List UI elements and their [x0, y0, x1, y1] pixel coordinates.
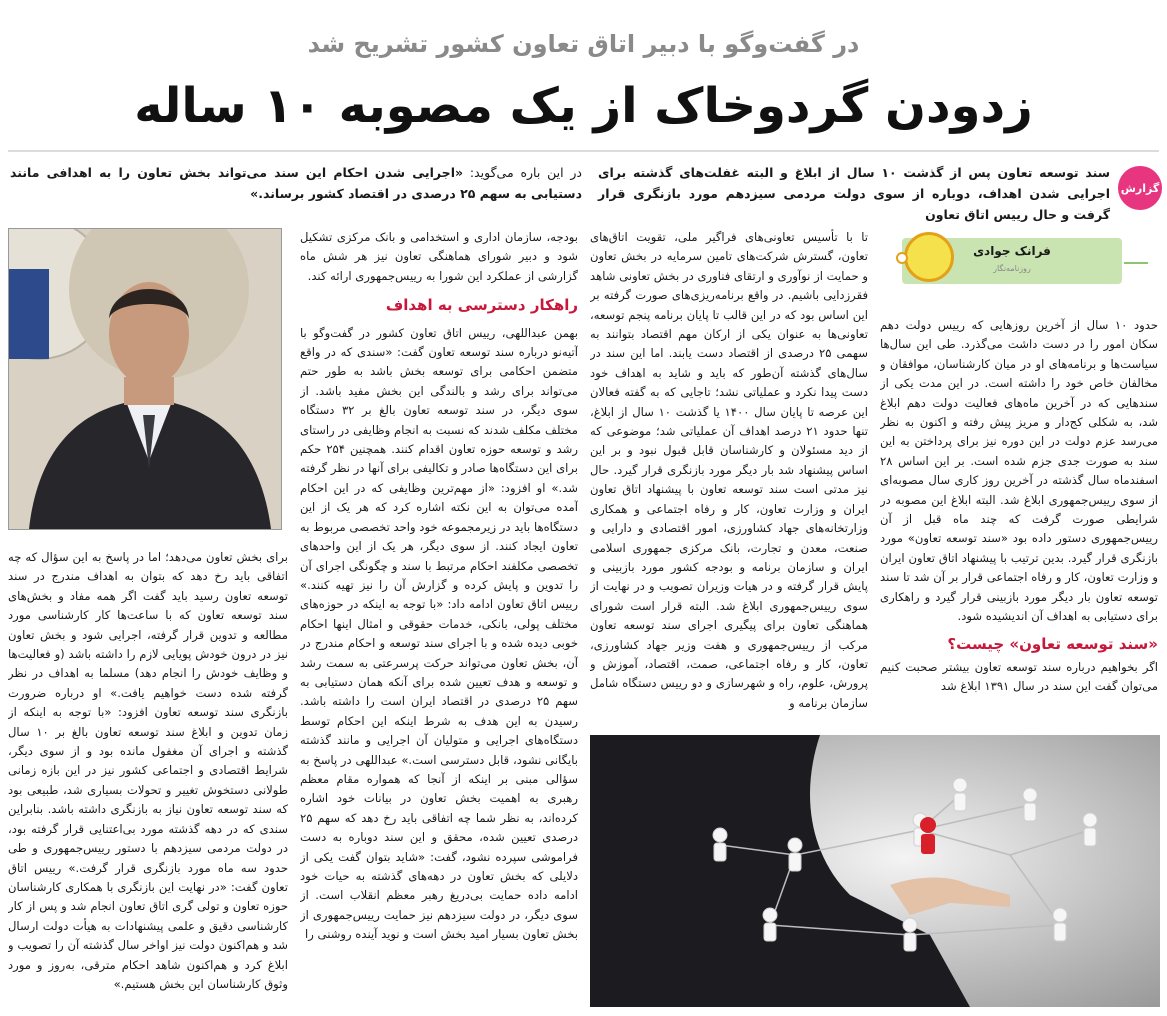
report-badge: گزارش	[1118, 166, 1162, 210]
column-3	[300, 228, 578, 1003]
section-heading-solutions: راهکار دسترسی به اهداف	[385, 296, 578, 315]
column-1-paragraph-2: اگر بخواهیم درباره سند توسعه تعاون بیشتر صحبت کنیم می‌توان گفت این سند در سال ۱۳۹۱ ابلاغ شد	[880, 659, 1158, 694]
kicker: در گفت‌وگو با دبیر اتاق تعاون کشور تشریح شد	[307, 30, 860, 58]
lead-paragraph: سند توسعه تعاون پس از گذشت ۱۰ سال از ابلاغ و البته غفلت‌های گذشته برای اجرایی شدن اهداف، دوباره از سوی دولت مردمی سیزدهم مورد بازنگری قرار گرفت و حال رییس اتاق تعاون	[598, 165, 1110, 222]
pull-quote	[10, 162, 582, 204]
network-illustration	[590, 735, 1160, 1007]
column-4	[8, 548, 288, 994]
section-heading-what-is: «سند توسعه تعاون» چیست؟	[947, 634, 1158, 653]
column-2-paragraph: تا با تأسیس تعاونی‌های فراگیر ملی، تقویت اتاق‌های تعاون، گسترش شرکت‌های تامین سرمایه در بخش تعاون و حمایت از نوآوری و ارتقای فناوری در بخش تعاونی شاهد فقرزدایی باشیم. در واقع برنامه‌ریزی‌های صورت گرفته بر این اساس بود که در این قالب تا پایان برنامه پنجم توسعه، تعاونی‌ها به عنوان یکی از ارکان مهم اقتصاد بتوانند به سهمی ۲۵ درصدی از اقتصاد دست یابند. اما این سند در سال‌های گذشته آن‌طور که باید و شاید به اهداف خود دست پیدا نکرد و عملیاتی نشد؛ تاجایی که به گفته فعالان این عرصه تا پایان سال ۱۴۰۰ یا گذشت ۱۰ سال از ابلاغ، تنها حدود ۲۱ درصد اهداف آن عملیاتی شد؛ موضوعی که از دید مسئولان و کارشناسان قابل قبول نبود و بر این اساس پیشنهاد شد بار دیگر مورد بازنگری قرار گیرد. حال نیز مدتی است سند توسعه تعاون با پیشنهاد اتاق تعاون ایران و وزارت تعاون، کار و رفاه اجتماعی و همکاری وزارتخانه‌های جهاد کشاورزی، امور اقتصادی و دارایی و صنعت، معدن و تجارت، بانک مرکزی جمهوری اسلامی ایران و سازمان برنامه و بودجه کشور مورد بازبینی و پایش قرار گرفته و در هیات وزیران تصویب و در نهایت از سوی رییس‌جمهوری ابلاغ شد. البته قرار است شورای هماهنگی تعاون برای پیگیری اجرای سند توسعه تعاون مرکب از رییس‌جمهوری و هفت وزیر جهاد کشاورزی، تعاون، کار و رفاه اجتماعی، صمت، اقتصاد، آموزش و پرورش، علوم، راه و شهرسازی و دو رییس دستگاه شامل سازمان برنامه و	[590, 230, 868, 710]
column-3-paragraph: بودجه، سازمان اداری و استخدامی و بانک مرکزی تشکیل شود و دبیر شورای هماهنگی تعاون نیز هر شش ماه گزارشی از عملکرد این شورا به رییس‌جمهوری ارائه کند.	[300, 230, 578, 283]
author-role: روزنامه‌نگار	[993, 264, 1031, 273]
column-4-paragraph: برای بخش تعاون می‌دهد؛ اما در پاسخ به این سؤال که چه اتفاقی باید رخ دهد که بتوان به اهداف مندرج در سند توسعه تعاون رسید باید گفت اگر همه مفاد و بخش‌های سند توسعه تعاون که با ساعت‌ها کار کارشناسی مورد مطالعه و تدوین قرار گرفته، اجرایی شود و بخش تعاون نیز در درون خودش پویایی لازم را داشته باشد (و فعالیت‌ها و وظایف خودش را انجام دهد) مسلما به اهداف در نظر گرفته شده دست خواهیم یافت.» او درباره ضرورت بازنگری سند توسعه تعاون افزود: «با توجه به اینکه از زمان تدوین و ابلاغ سند توسعه تعاون بالغ بر ۱۰ سال گذشته و اجرای آن مغفول مانده بود و از سوی دیگر، شرایط اقتصادی و اجتماعی کشور نیز در این بازه زمانی طولانی دستخوش تغییر و تحولات بسیاری شد، طبیعی بود که سند توسعه تعاون نیاز به بازنگری داشته باشد. بنابراین سندی که در دهه گذشته مورد بی‌اعتنایی قرار گرفته بود، در دولت مردمی سیزدهم با دستور رییس‌جمهوری و طی حدود سه ماه مورد بازنگری قرار گرفت.» رییس اتاق تعاون گفت: «در نهایت این بازنگری با همکاری کارشناسان حوزه تعاون و تولی گری اتاق تعاون انجام شد و پس از کار کارشناسی دقیق و علمی پیشنهادات به هیأت دولت ارسال شد و هم‌اکنون دولت نیز اواخر سال گذشته آن را تصویب و ابلاغ کرد و هم‌اکنون شاهد احکام مترقی، به‌روز و مورد وثوق کارشناسان این بخش هستیم.»	[8, 550, 288, 991]
author-small-circle-icon	[896, 252, 908, 264]
headline: زدودن گردوخاک از یک مصوبه ۱۰ ساله	[134, 78, 1033, 134]
column-1	[880, 316, 1158, 697]
author-name: فرانک جوادی	[973, 244, 1051, 258]
author-connector	[1124, 262, 1148, 264]
author-circle-icon	[904, 232, 954, 282]
pull-quote-intro: در این باره می‌گوید:	[469, 165, 582, 180]
column-2	[590, 228, 868, 733]
column-1-paragraph: حدود ۱۰ سال از آخرین روزهایی که رییس دولت دهم سکان امور را در دست داشت می‌گذرد. طی این سال‌ها سیاست‌ها و برنامه‌های او در میان کارشناسان، موافقان و مخالفان خاص خود را داشته است. در این مدت یکی از سندهایی که در آخرین ماه‌های فعالیت دولت دهم ابلاغ شد، به شکلی کج‌دار و مریز پیش رفته و اکنون به نظر می‌رسد عزم دولت در این دوره نیز برای پرداختن به این سند به صورت جدی جزم شده است. بر این اساس ۲۸ اسفندماه سال گذشته در آخرین روز کاری سال مصوبه‌ای از سوی رییس‌جمهوری ابلاغ شد. البته ابلاغ این مصوبه در شرایطی صورت گرفت که چند ماه قبل از آن رییس‌جمهوری دستور داده بود «سند توسعه تعاون» مورد بازنگری قرار گیرد. بدین ترتیب با پیشنهاد اتاق تعاون ایران و وزارت تعاون، کار و رفاه اجتماعی قرار بر آن شد تا سند توسعه تعاون بار دیگر مورد بازبینی قرار گیرد و راهکاری برای دستیابی به اهداف آن اندیشیده شود.	[880, 318, 1158, 624]
portrait-illustration	[9, 229, 281, 529]
network-photo	[590, 735, 1160, 1007]
pull-quote-text: «اجرایی شدن احکام این سند می‌تواند بخش تعاون را به اهدافی مانند دستیابی به سهم ۲۵ درصدی در اقتصاد کشور برساند.»	[10, 165, 582, 201]
divider	[8, 150, 1159, 152]
column-3-paragraph-2: بهمن عبداللهی، رییس اتاق تعاون کشور در گفت‌وگو با آتیه‌نو درباره سند توسعه تعاون گفت: «سندی که در واقع متضمن احکامی برای توسعه بخش باشد به طور حتم می‌تواند برای رشد و بالندگی این بخش مفید باشد. از سوی دیگر، در سند توسعه تعاون بالغ بر ۳۲ دستگاه مختلف مکلف شدند که نسبت به انجام وظایفی در راستای رشد و توسعه حوزه تعاون اقدام کنند. همچنین ۲۵۴ حکم برای این دستگاه‌ها صادر و تکالیفی برای آنها در نظر گرفته شد.» او افزود: «از مهم‌ترین وظایفی که در این احکام آمده می‌توان به این نکته اشاره کرد که هر یک از این دستگاه‌ها باید در زیرمجموعه خود واحد تخصصی مربوط به تعاون ایجاد کنند. از سوی دیگر، هر یک از این واحدهای تخصصی مکلفند احکام مرتبط با سند و چگونگی اجرای آن را تدوین و پایش کرده و گزارش آن را نیز تهیه کنند.» رییس اتاق تعاون ادامه داد: «با توجه به اینکه در حوزه‌های مختلف پولی، بانکی، خدمات حقوقی و امثال اینها احکام خوبی دیده شده و با اجرای سند توسعه و احکام مندرج در آن، بخش تعاون می‌تواند حرکت پرسرعتی به سمت رشد و توسعه و هدف تعیین شده برای آنکه همان دستیابی به سهم ۲۵ درصدی در اقتصاد ایران است را داشته باشد. رسیدن به این هدف به شرط اینکه این احکام توسط دستگاه‌های اجرایی و متولیان آن اجرایی و مانند گذشته بایگانی نشود، قابل دسترسی است.» عبداللهی در پاسخ به سؤالی مبنی بر اینکه از آنجا که همواره مقام معظم رهبری به اهمیت بخش تعاون در بیانات خود اشاره کرده‌اند، به نظر شما چه اتفاقی باید رخ دهد که سهم ۲۵ درصدی تعیین شده، محقق و این سند دوباره به دست فراموشی سپرده نشود، گفت: «شاید بتوان گفت یکی از دلایلی که بخش تعاون در دهه‌های گذشته به حیات خود ادامه داده حمایت بی‌دریغ رهبر معظم انقلاب است. از سوی دیگر، در دولت سیزدهم نیز حمایت رییس‌جمهوری از بخش تعاون بسیار امید بخش است و نوید آینده روشنی را	[300, 325, 578, 942]
author-box	[892, 228, 1154, 294]
portrait-photo	[8, 228, 282, 530]
